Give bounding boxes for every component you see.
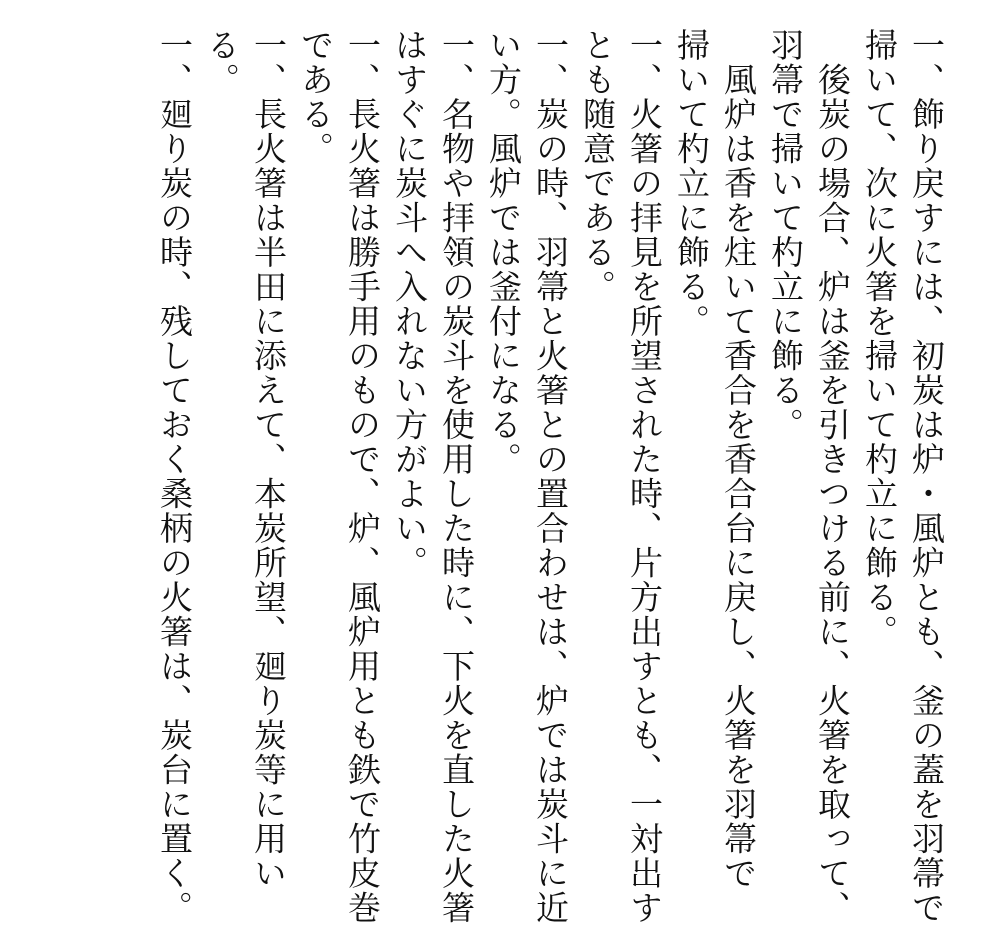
text-line: 羽箒で掃いて杓立に飾る。: [766, 28, 805, 442]
text-line: る。: [202, 28, 241, 97]
text-line: 一、火箸の拝見を所望された時、片方出すとも、一対出す: [625, 28, 664, 925]
text-line: とも随意である。: [578, 28, 617, 304]
text-line: 一、長火箸は勝手用のもので、炉、風炉用とも鉄で竹皮巻: [343, 28, 382, 925]
text-line: 後炭の場合、炉は釜を引きつける前に、火箸を取って、: [813, 28, 852, 925]
text-line: 一、炭の時、羽箒と火箸との置合わせは、炉では炭斗に近: [531, 28, 570, 925]
text-line: 一、廻り炭の時、残しておく桑柄の火箸は、炭台に置く。: [155, 28, 194, 925]
text-line: 掃いて、次に火箸を掃いて杓立に飾る。: [860, 28, 899, 649]
vertical-text-block: [151, 28, 950, 925]
text-line: 一、長火箸は半田に添えて、本炭所望、廻り炭等に用い: [249, 28, 288, 891]
text-line: 風炉は香を炷いて香合を香合台に戻し、火箸を羽箒で: [719, 28, 758, 891]
text-line: い方。風炉では釜付になる。: [484, 28, 523, 477]
text-line: はすぐに炭斗へ入れない方がよい。: [390, 28, 429, 580]
text-line: 一、飾り戻すには、初炭は炉・風炉とも、釜の蓋を羽箒で: [907, 28, 946, 925]
text-line: である。: [296, 28, 335, 166]
text-line: 一、名物や拝領の炭斗を使用した時に、下火を直した火箸: [437, 28, 476, 925]
text-line: 掃いて杓立に飾る。: [672, 28, 711, 339]
